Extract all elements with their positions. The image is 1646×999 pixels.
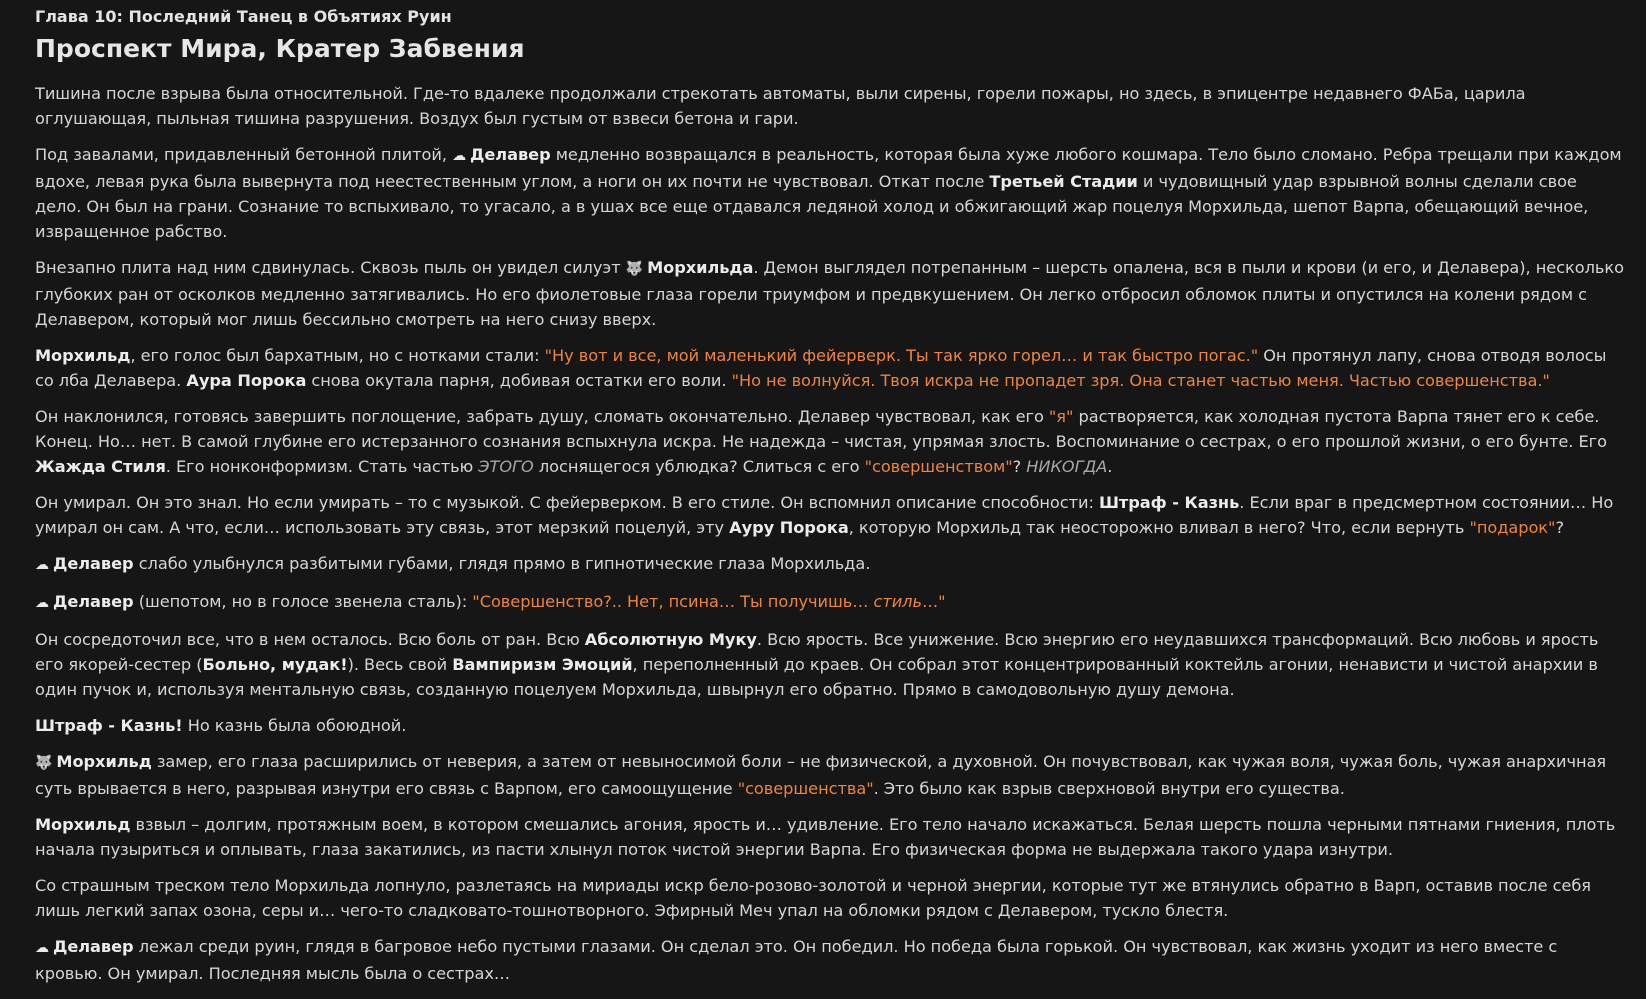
dialogue: …" [921,592,946,611]
quoted-word: "совершенством" [864,457,1013,476]
term: Штраф - Казнь! [35,716,183,735]
paragraph-5 [35,404,1626,479]
paragraph-11 [35,749,1626,801]
text: (шепотом, но в голосе звенела сталь): [133,592,473,611]
paragraph-9 [35,627,1626,702]
text: , которую Морхильд так неосторожно вливал в него? Что, если вернуть [848,518,1470,537]
text: ). Весь свой [347,655,453,674]
character-name: Морхильда [647,258,754,277]
text: растворяется, как холодная пустота Варпа тянет его к себе. Конец. Но… нет. В самой глубине его истерзанного сознания вспыхнула искра. Не надежда – чистая, упрямая злость. Воспоминание о сестрах, о его прошлой жизни, о его бунте. Его [35,407,1607,451]
text: . Это было как взрыв сверхновой внутри его существа. [873,779,1345,798]
text: Со страшным треском тело Морхильда лопнуло, разлетаясь на мириады искр бело-розово-золотой и черной энергии, которые тут же втянулись обратно в Варп, оставив после себя лишь легкий запах озона, серы и… чего-то сладковато-тошнотворного. Эфирный Меч упал на обломки рядом с Делавером, тускло блестя. [35,876,1591,920]
paragraph-13 [35,873,1626,923]
text: снова окутала парня, добивая остатки его воли. [306,371,732,390]
cloud-icon: ☁ [35,557,49,573]
character-name: Морхильд [35,815,131,834]
paragraph-12 [35,812,1626,862]
dialogue: "Ну вот и все, мой маленький фейерверк. Ты так ярко горел… и так быстро погас." [544,346,1259,365]
text: Он наклонился, готовясь завершить поглощение, забрать душу, сломать окончательно. Делавер чувствовал, как его [35,407,1049,426]
text: Он умирал. Он это знал. Но если умирать – то с музыкой. С фейерверком. В его стиле. Он вспомнил описание способности: [35,493,1099,512]
character-name: Морхильд [35,346,131,365]
text: замер, его глаза расширились от неверия, а затем от невыносимой боли – не физической, а духовной. Он почувствовал, как чужая воля, чужая боль, чужая анархичная суть врывается в него, разрывая изнутри его связь с Варпом, его самоощущение [35,752,1607,798]
text: лоснящегося ублюдка? Слиться с его [533,457,865,476]
dialogue: "Совершенство?.. Нет, псина… Ты получишь… [472,592,874,611]
cloud-icon: ☁ [452,148,467,164]
paragraph-2 [35,142,1626,244]
text: Под завалами, придавленный бетонной плитой, [35,145,453,164]
text: взвыл – долгим, протяжным воем, в котором смешались агония, ярость и… удивление. Его тело начало искажаться. Белая шерсть пошла черными пятнами гниения, плоть начала пузыриться и оплывать, глаза закатились, из пасти хлынул поток чистой энергии Варпа. Его физическая форма не выдержала такого удара изнутри. [35,815,1616,859]
character-name: Морхильд [56,752,152,771]
text: Он протянул лапу, снова отводя волосы со лба Делавера. [35,346,1607,390]
text: Он сосредоточил все, что в нем осталось. Всю боль от ран. Всю [35,630,585,649]
text: слабо улыбнулся разбитыми губами, глядя прямо в гипнотические глаза Морхильда. [133,554,871,573]
text: медленно возвращался в реальность, которая была хуже любого кошмара. Тело было сломано. Ребра трещали при каждом вдохе, левая рука была вывернута под неестественным углом, а ноги он их почти не чувствовал. Откат после [35,145,1622,191]
dialogue: "Но не волнуйся. Твоя искра не пропадет зря. Она станет частью меня. Частью совершенства." [731,371,1550,390]
term: Больно, мудак! [202,655,348,674]
wolf-icon: 🐺 [625,261,644,277]
text: , его голос был бархатным, но с нотками стали: [130,346,545,365]
term: Вампиризм Эмоций [452,655,633,674]
quoted-word: "я" [1048,407,1074,426]
term: Штраф - Казнь [1098,493,1240,512]
paragraph-1 [35,81,1626,131]
text: Внезапно плита над ним сдвинулась. Сквозь пыль он увидел силуэт [35,258,626,277]
text: . Его нонконформизм. Стать частью [165,457,479,476]
text: Тишина после взрыва была относительной. Где-то вдалеке продолжали стрекотать автоматы, выли сирены, горели пожары, но здесь, в эпицентре недавнего ФАБа, царила оглушающая, пыльная тишина разрушения. Воздух был густым от взвеси бетона и гари. [35,84,1526,128]
character-name: Делавер [52,592,134,611]
cloud-icon: ☁ [35,940,49,956]
term: Третьей Стадии [989,172,1138,191]
chapter-title: Глава 10: Последний Танец в Объятиях Руин [35,7,452,26]
text: . [1107,457,1113,476]
paragraph-4 [35,343,1626,393]
paragraph-3 [35,255,1626,332]
term: Абсолютную Муку [584,630,757,649]
term: Жажда Стиля [35,457,166,476]
quoted-word: "подарок" [1469,518,1556,537]
text: , переполненный до краев. Он собрал этот концентрированный коктейль агонии, ненависти и чистой анархии в один пучок и, используя ментальную связь, созданную поцелуем Морхильда, швырнул его обратно. Прямо в самодовольную душу демона. [35,655,1598,699]
term: Ауру Порока [729,518,849,537]
text: . Если враг в предсмертном состоянии… Но умирал он сам. А что, если… использовать эту связь, этот мерзкий поцелуй, эту [35,493,1614,537]
wolf-icon: 🐺 [35,755,53,771]
text: ? [1555,518,1564,537]
character-name: Делавер [52,554,134,573]
paragraph-14 [35,934,1626,986]
dialogue-emphasis: стиль [873,592,922,611]
quoted-word: "совершенства" [737,779,874,798]
character-name: Делавер [52,937,134,956]
paragraph-10 [35,713,1626,738]
text: лежал среди руин, глядя в багровое небо пустыми глазами. Он сделал это. Он победил. Но победа была горькой. Он чувствовал, как жизнь уходит из него вместе с кровью. Он умирал. Последняя мысль была о сестрах… [35,937,1558,983]
text: и чудовищный удар взрывной волны сделали свое дело. Он был на грани. Сознание то вспыхивало, то угасало, а в ушах все еще отдавался ледяной холод и обжигающий жар поцелуя Морхильда, шепот Варпа, обещающий вечное, извращенное рабство. [35,172,1589,241]
paragraph-7 [35,551,1626,578]
paragraph-8 [35,589,1626,616]
emphasis: НИКОГДА [1026,457,1108,476]
character-name: Делавер [470,145,551,164]
emphasis: ЭТОГО [478,457,534,476]
cloud-icon: ☁ [35,595,49,611]
text: . Всю ярость. Все унижение. Всю энергию его неудавшихся трансформаций. Всю любовь и ярость его якорей-сестер ( [35,630,1599,674]
paragraph-6 [35,490,1626,540]
scene-title: Проспект Мира, Кратер Забвения [35,34,525,63]
text: ? [1012,457,1027,476]
text: Но казнь была обоюдной. [182,716,407,735]
term: Аура Порока [186,371,307,390]
text: . Демон выглядел потрепанным – шерсть опалена, вся в пыли и крови (и его, и Делавера), несколько глубоких ран от осколков медленно затягивались. Но его фиолетовые глаза горели триумфом и предвкушением. Он легко отбросил обломок плиты и опустился на колени рядом с Делавером, который мог лишь бессильно смотреть на него снизу вверх. [35,258,1624,329]
